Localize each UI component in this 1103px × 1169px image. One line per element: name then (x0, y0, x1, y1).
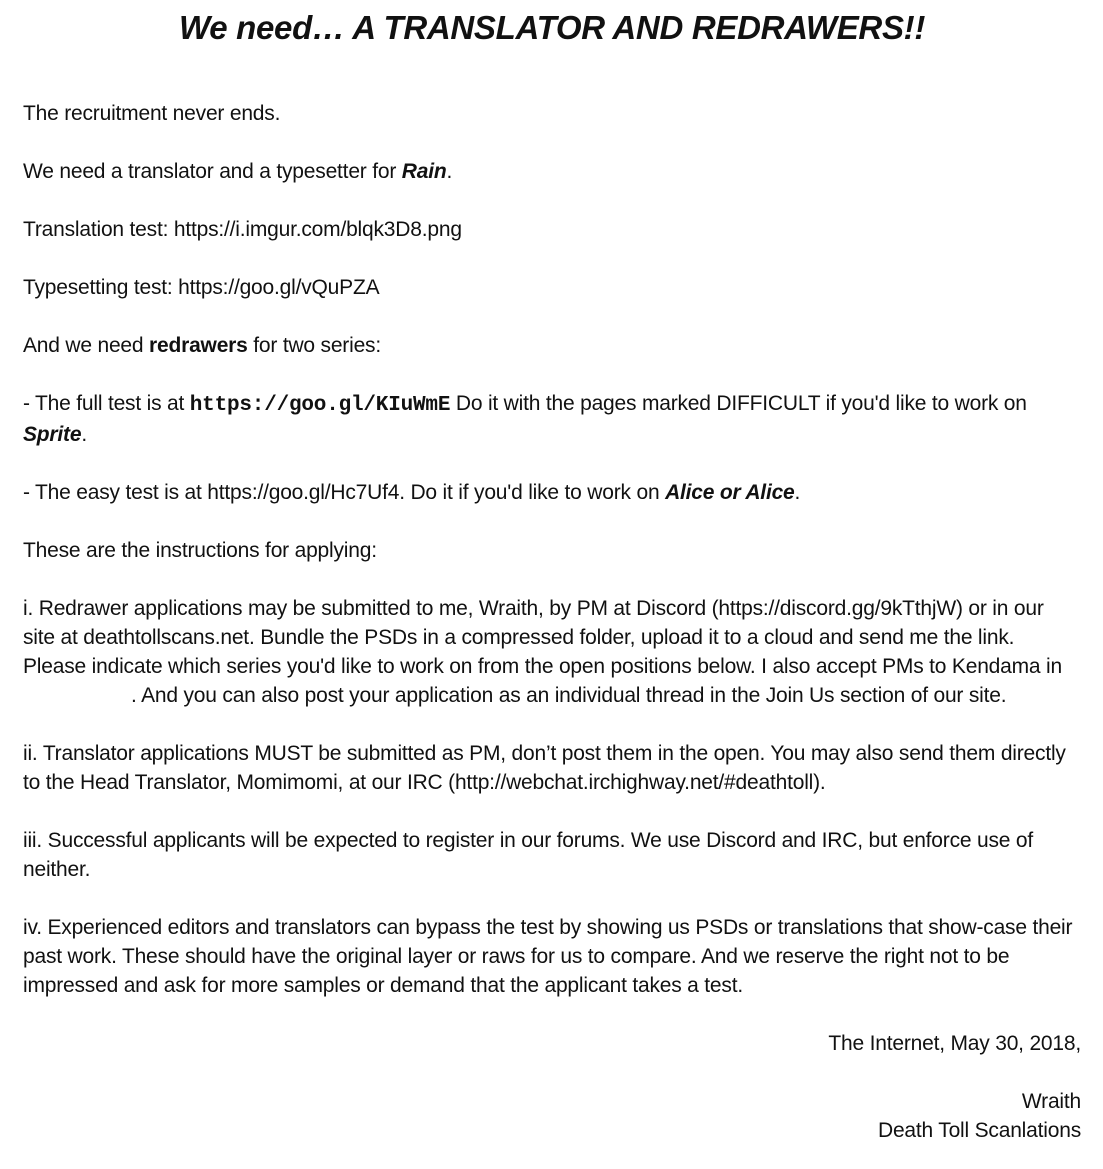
easy-test-post: . (794, 481, 801, 504)
need-period: . (446, 160, 453, 183)
paragraph-redrawers (23, 331, 1081, 360)
paragraph-full-test (23, 389, 1081, 449)
series-rain: Rain (401, 160, 447, 183)
paragraph-instructions: These are the instructions for applying: (23, 539, 377, 562)
full-test-mid: Do it with the pages marked DIFFICULT if you'd like to work on (450, 392, 1027, 415)
page-title: We need… A TRANSLATOR AND REDRAWERS!! (178, 9, 926, 46)
full-test-pre: - The full test is at (23, 392, 190, 415)
signature-name: Wraith (1021, 1090, 1081, 1113)
redrawers-pre: And we need (23, 334, 150, 357)
series-alice: Alice or Alice (665, 481, 795, 504)
series-sprite: Sprite (23, 423, 82, 446)
full-test-post: . (81, 423, 87, 446)
paragraph-instruction-ii: ii. Translator applications MUST be submitted as PM, don’t post them in the open. You may also send them directly to the Head Translator, Momimomi, at our IRC (http://webchat.irchighway.net/#deathtoll). (23, 742, 1066, 794)
easy-test-pre: - The easy test is at https://goo.gl/Hc7Uf4. Do it if you'd like to work on (23, 481, 666, 504)
need-text: We need a translator and a typesetter for (23, 160, 402, 183)
redrawers-post: for two series: (247, 334, 381, 357)
instruction-i-pre: i. Redrawer applications may be submitted to me, Wraith, by PM at Discord (https://discord.gg/9kTthjW) or in our site at deathtollscans.net. Bundle the PSDs in a compressed folder, upload it to a cloud and send me the link. Please indicate which series you'd like to work on from the open positions below. I also accept PMs to Kendama in (23, 597, 1062, 678)
paragraph-recruitment: The recruitment never ends. (23, 102, 281, 125)
paragraph-easy-test (23, 478, 1081, 507)
paragraph-instruction-iii: iii. Successful applicants will be expected to register in our forums. We use Discord and IRC, but enforce use of neither. (23, 829, 1033, 881)
date-line: The Internet, May 30, 2018, (828, 1032, 1081, 1055)
recruitment-notice (23, 0, 1081, 1145)
paragraph-translation-test: Translation test: https://i.imgur.com/blqk3D8.png (23, 218, 462, 241)
redrawers-bold: redrawers (149, 334, 248, 357)
full-test-link[interactable]: https://goo.gl/KIuWmE (189, 394, 451, 417)
signature-group: Death Toll Scanlations (877, 1119, 1081, 1142)
paragraph-instruction-iv: iv. Experienced editors and translators can bypass the test by showing us PSDs or translations that show-case their past work. These should have the original layer or raws for us to compare. And we reserve the right not to be impressed and ask for more samples or demand that the applicant takes a test. (23, 916, 1073, 997)
paragraph-typesetting-test: Typesetting test: https://goo.gl/vQuPZA (23, 276, 380, 299)
instruction-i-post: . And you can also post your application as an individual thread in the Join Us section of our site. (131, 684, 1007, 707)
paragraph-instruction-i (23, 594, 1081, 710)
paragraph-need-translator (23, 157, 1081, 186)
